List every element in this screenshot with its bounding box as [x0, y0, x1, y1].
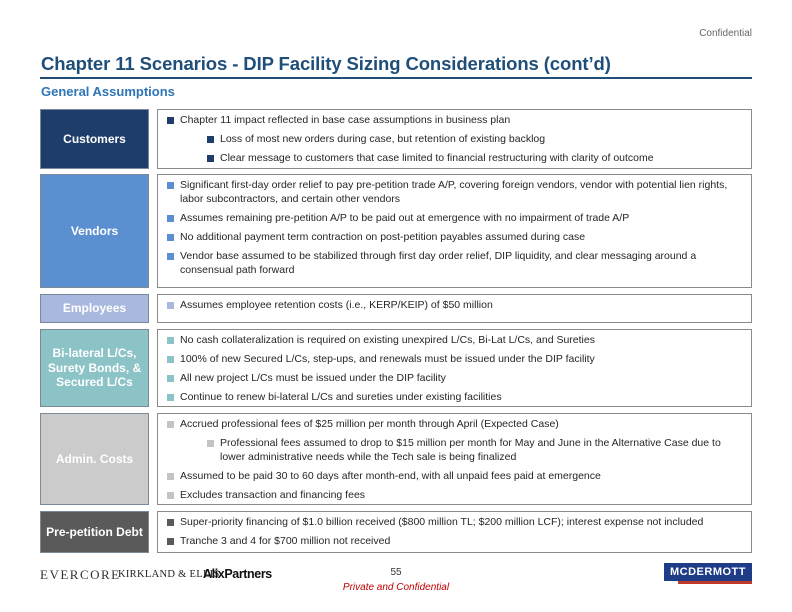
bullet-item	[164, 488, 745, 502]
square-bullet-icon	[167, 234, 174, 241]
square-bullet-icon	[207, 440, 214, 447]
square-bullet-icon	[167, 394, 174, 401]
bullet-text: Assumed to be paid 30 to 60 days after month-end, with all unpaid fees paid at emergence	[180, 470, 601, 482]
section-label-bilateral: Bi-lateral L/Cs, Surety Bonds, & Secured L/Cs	[40, 329, 149, 407]
bullet-item	[164, 515, 745, 529]
kirkland-ellis-logo: KIRKLAND & ELLIS	[118, 569, 220, 580]
section-content-customers	[157, 109, 752, 169]
square-bullet-icon	[167, 302, 174, 309]
evercore-logo: EVERCORE	[40, 567, 121, 582]
bullet-text: Assumes remaining pre-petition A/P to be paid out at emergence with no impairment of trade A/P	[180, 212, 630, 224]
bullet-text: No cash collateralization is required on existing unexpired L/Cs, Bi-Lat L/Cs, and Sureties	[180, 334, 595, 346]
square-bullet-icon	[167, 538, 174, 545]
alixpartners-logo: AlixPartners	[203, 567, 272, 581]
bullet-text: Loss of most new orders during case, but retention of existing backlog	[220, 133, 546, 145]
bullet-text: Professional fees assumed to drop to $15 million per month for May and June in the Alternative Case due to lower administrative needs while the Tech sale is being finalized	[220, 437, 721, 463]
section-subtitle: General Assumptions	[41, 84, 175, 99]
mcdermott-logo: MCDERMOTT	[664, 563, 752, 581]
bullet-item	[164, 211, 745, 225]
section-label-prepetition: Pre-petition Debt	[40, 511, 149, 553]
square-bullet-icon	[167, 356, 174, 363]
square-bullet-icon	[167, 519, 174, 526]
bullet-item	[164, 534, 745, 548]
private-confidential-label: Private and Confidential	[342, 582, 450, 593]
bullet-item	[164, 151, 745, 165]
bullet-item	[164, 436, 745, 464]
square-bullet-icon	[207, 136, 214, 143]
square-bullet-icon	[167, 421, 174, 428]
bullet-text: Clear message to customers that case limited to financial restructuring with clarity of outcome	[220, 152, 654, 164]
bullet-item	[164, 178, 745, 206]
bullet-text: Chapter 11 impact reflected in base case assumptions in business plan	[180, 114, 511, 126]
confidential-label: Confidential	[699, 28, 752, 39]
square-bullet-icon	[207, 155, 214, 162]
bullet-text: Accrued professional fees of $25 million per month through April (Expected Case)	[180, 418, 559, 430]
bullet-item	[164, 298, 745, 312]
section-prepetition-debt	[40, 511, 752, 553]
page-title: Chapter 11 Scenarios - DIP Facility Sizing Considerations (cont’d)	[41, 53, 611, 74]
section-label-vendors: Vendors	[40, 174, 149, 288]
bullet-item	[164, 230, 745, 244]
section-label-employees: Employees	[40, 294, 149, 323]
title-divider	[40, 77, 752, 79]
bullet-text: Tranche 3 and 4 for $700 million not received	[180, 535, 391, 547]
bullet-item	[164, 132, 745, 146]
square-bullet-icon	[167, 473, 174, 480]
bullet-item	[164, 469, 745, 483]
square-bullet-icon	[167, 182, 174, 189]
square-bullet-icon	[167, 375, 174, 382]
section-content-admin	[157, 413, 752, 505]
bullet-item	[164, 249, 745, 277]
bullet-item	[164, 333, 745, 347]
bullet-item	[164, 417, 745, 431]
bullet-item	[164, 390, 745, 404]
section-content-employees	[157, 294, 752, 323]
bullet-text: Assumes employee retention costs (i.e., KERP/KEIP) of $50 million	[180, 299, 493, 311]
section-bilateral-lcs	[40, 329, 752, 407]
bullet-item	[164, 371, 745, 385]
section-content-bilateral	[157, 329, 752, 407]
section-employees	[40, 294, 752, 323]
bullet-item	[164, 352, 745, 366]
bullet-text: Vendor base assumed to be stabilized through first day order relief, DIP liquidity, and clear messaging around a consensual path forward	[180, 250, 697, 276]
square-bullet-icon	[167, 117, 174, 124]
section-label-admin: Admin. Costs	[40, 413, 149, 505]
bullet-text: Excludes transaction and financing fees	[180, 489, 366, 501]
square-bullet-icon	[167, 215, 174, 222]
square-bullet-icon	[167, 492, 174, 499]
bullet-text: All new project L/Cs must be issued under the DIP facility	[180, 372, 446, 384]
section-vendors	[40, 174, 752, 288]
section-admin-costs	[40, 413, 752, 505]
section-content-vendors	[157, 174, 752, 288]
bullet-text: Significant first-day order relief to pay pre-petition trade A/P, covering foreign vendors, vendor with potential lien rights, labor subcontractors, and certain other vendors	[180, 179, 728, 205]
square-bullet-icon	[167, 253, 174, 260]
square-bullet-icon	[167, 337, 174, 344]
page-number: 55	[390, 567, 402, 578]
bullet-text: Super-priority financing of $1.0 billion received ($800 million TL; $200 million LCF); interest expense not included	[180, 516, 704, 528]
section-label-customers: Customers	[40, 109, 149, 169]
bullet-item	[164, 113, 745, 127]
section-customers	[40, 109, 752, 169]
bullet-text: 100% of new Secured L/Cs, step-ups, and renewals must be issued under the DIP facility	[180, 353, 595, 365]
bullet-text: No additional payment term contraction on post-petition payables assumed during case	[180, 231, 586, 243]
bullet-text: Continue to renew bi-lateral L/Cs and sureties under existing facilities	[180, 391, 502, 403]
section-content-prepetition	[157, 511, 752, 553]
